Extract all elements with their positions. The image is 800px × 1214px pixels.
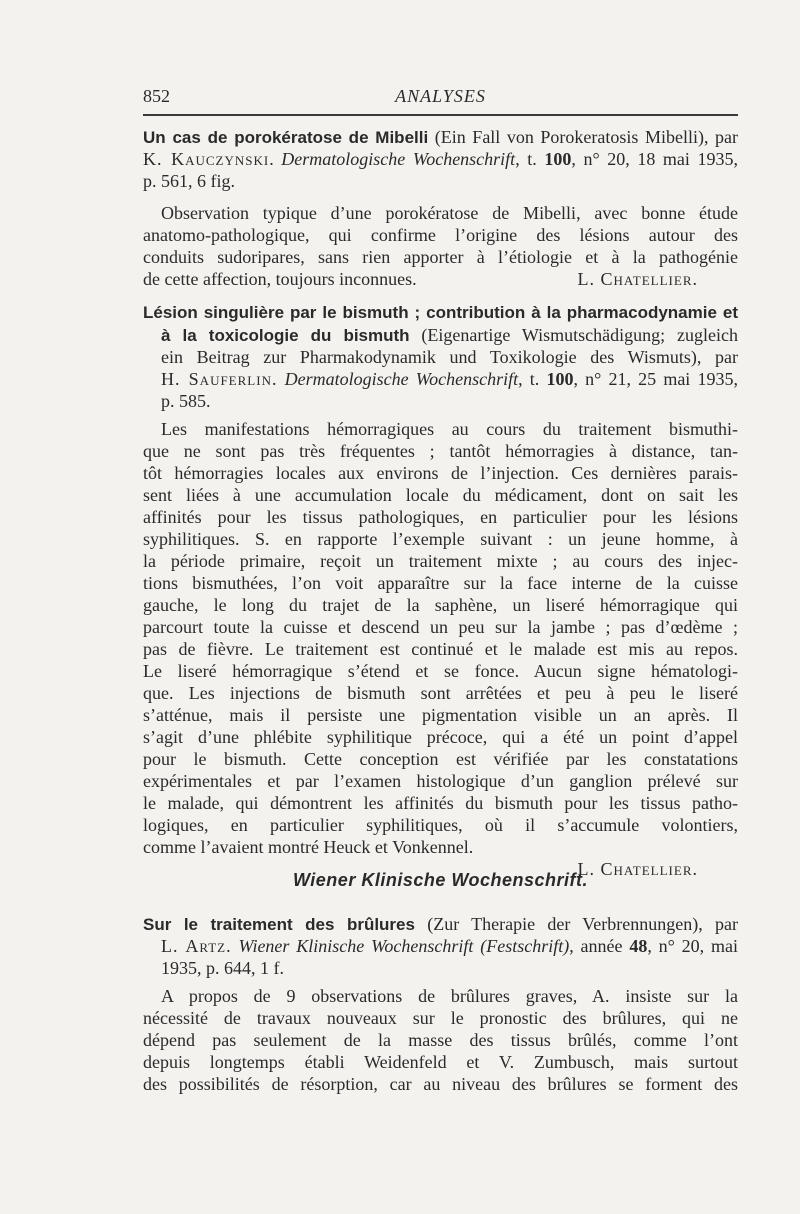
author: H. Sauferlin. [161,369,278,389]
body-line: pas de fièvre. Le traitement est continué et le malade est mis au repos. [143,639,738,659]
body-line: dépend pas seulement de la masse des tissus brûlés, comme l’ont [143,1030,738,1050]
body-line: tôt hémorragies locales aux environs de l’injection. Ces dernières parais- [143,463,738,483]
reviewer-signature: L. Chatellier. [577,859,698,879]
article-title-cont: à la toxicologie du bismuth (Eigenartige Wismutschädigung; zugleich [161,325,738,345]
article-title: Lésion singulière par le bismuth ; contribution à la pharmacodynamie et [143,303,738,322]
body-line: des possibilités de résorption, car au niveau des brûlures se forment des [143,1074,738,1094]
article-title-cont: ein Beitrag zur Pharmakodynamik und Toxikologie des Wismuts), par [161,347,738,367]
author: L. Artz. [161,936,232,956]
header-rule [143,114,738,116]
body-line: Observation typique d’une porokératose de Mibelli, avec bonne étude [161,203,738,223]
article-pages: 1935, p. 644, 1 f. [161,958,284,978]
article-brulures [143,913,738,1095]
journal-name: Dermatologische Wochenschrift [281,149,516,169]
body-line: Les manifestations hémorragiques au cours du traitement bismuthi- [161,419,738,439]
body-line: expérimentales et par l’examen histologique d’un ganglion prélevé sur [143,771,738,791]
body-line: depuis longtemps établi Weidenfeld et V. Zumbusch, mais surtout [143,1052,738,1072]
body-line: syphilitiques. S. en rapporte l’exemple suivant : un jeune homme, à [143,529,738,549]
running-title: ANALYSES [395,86,486,106]
article-reference: L. Artz. Wiener Klinische Wochenschrift (Festschrift), année 48, n° 20, mai [161,936,738,956]
body-line: Le liseré hémorragique s’étend et se fonce. Aucun signe hématologi- [143,661,738,681]
body-line-last: de cette affection, toujours inconnues. L. Chatellier. [143,269,698,289]
body-line: pour le bismuth. Cette conception est vérifiée par les constatations [143,749,738,769]
body-line: anatomo-pathologique, qui confirme l’origine des lésions autour des [143,225,738,245]
body-line: sent liées à une accumulation locale du médicament, dont on sait les [143,485,738,505]
page-number: 852 [143,86,170,106]
body-line: s’agit d’une phlébite syphilitique précoce, qui a été un point d’appel [143,727,738,747]
body-line: que. Les injections de bismuth sont arrêtées et peu à peu le liseré [143,683,738,703]
journal-name: Dermatologische Wochenschrift [284,369,519,389]
article-pages: p. 585. [161,391,211,411]
article-title: Un cas de porokératose de Mibelli (Ein Fall von Porokeratosis Mibelli), par [143,127,738,147]
article-reference: H. Sauferlin. Dermatologische Wochenschrift, t. 100, n° 21, 25 mai 1935, [161,369,738,389]
journal-section-heading: Wiener Klinische Wochenschrift. [292,870,589,890]
body-line: parcourt toute la cuisse et descend un peu sur la jambe ; pas d’œdème ; [143,617,738,637]
body-line: logiques, en particulier syphilitiques, où il s’accumule volontiers, [143,815,738,835]
page-header [143,86,738,110]
article-pages: p. 561, 6 fig. [143,171,235,191]
body-line: la période primaire, reçoit un traitement mixte ; au cours des injec- [143,551,738,571]
reviewer-signature: L. Chatellier. [577,269,698,289]
body-line: gauche, le long du trajet de la saphène, un liseré hémorragique qui [143,595,738,615]
author: K. Kauczynski [143,149,270,169]
article-reference: K. Kauczynski. Dermatologische Wochenschrift, t. 100, n° 20, 18 mai 1935, [143,149,738,169]
article-title: Sur le traitement des brûlures (Zur Therapie der Verbrennungen), par [143,914,738,934]
body-line: conduits sudoripares, sans rien apporter à l’étiologie et à la pathogénie [143,247,738,267]
journal-name: Wiener Klinische Wochenschrift (Festschrift) [238,936,570,956]
body-line: A propos de 9 observations de brûlures graves, A. insiste sur la [161,986,738,1006]
body-line: tions bismuthées, l’on voit apparaître sur la face interne de la cuisse [143,573,738,593]
body-line: nécessité de travaux nouveaux sur le pronostic des brûlures, qui ne [143,1008,738,1028]
article-bismuth [143,302,738,880]
body-line: le malade, qui démontrent les affinités du bismuth pour les tissus patho- [143,793,738,813]
body-line: comme l’avaient montré Heuck et Vonkennel. [143,837,474,857]
body-line: que ne sont pas très fréquentes ; tantôt hémorragies à distance, tan- [143,441,738,461]
body-line: s’atténue, mais il persiste une pigmentation visible un an après. Il [143,705,738,725]
article-porokeratose [143,126,738,290]
body-line: affinités pour les tissus pathologiques, en particulier pour les lésions [143,507,738,527]
